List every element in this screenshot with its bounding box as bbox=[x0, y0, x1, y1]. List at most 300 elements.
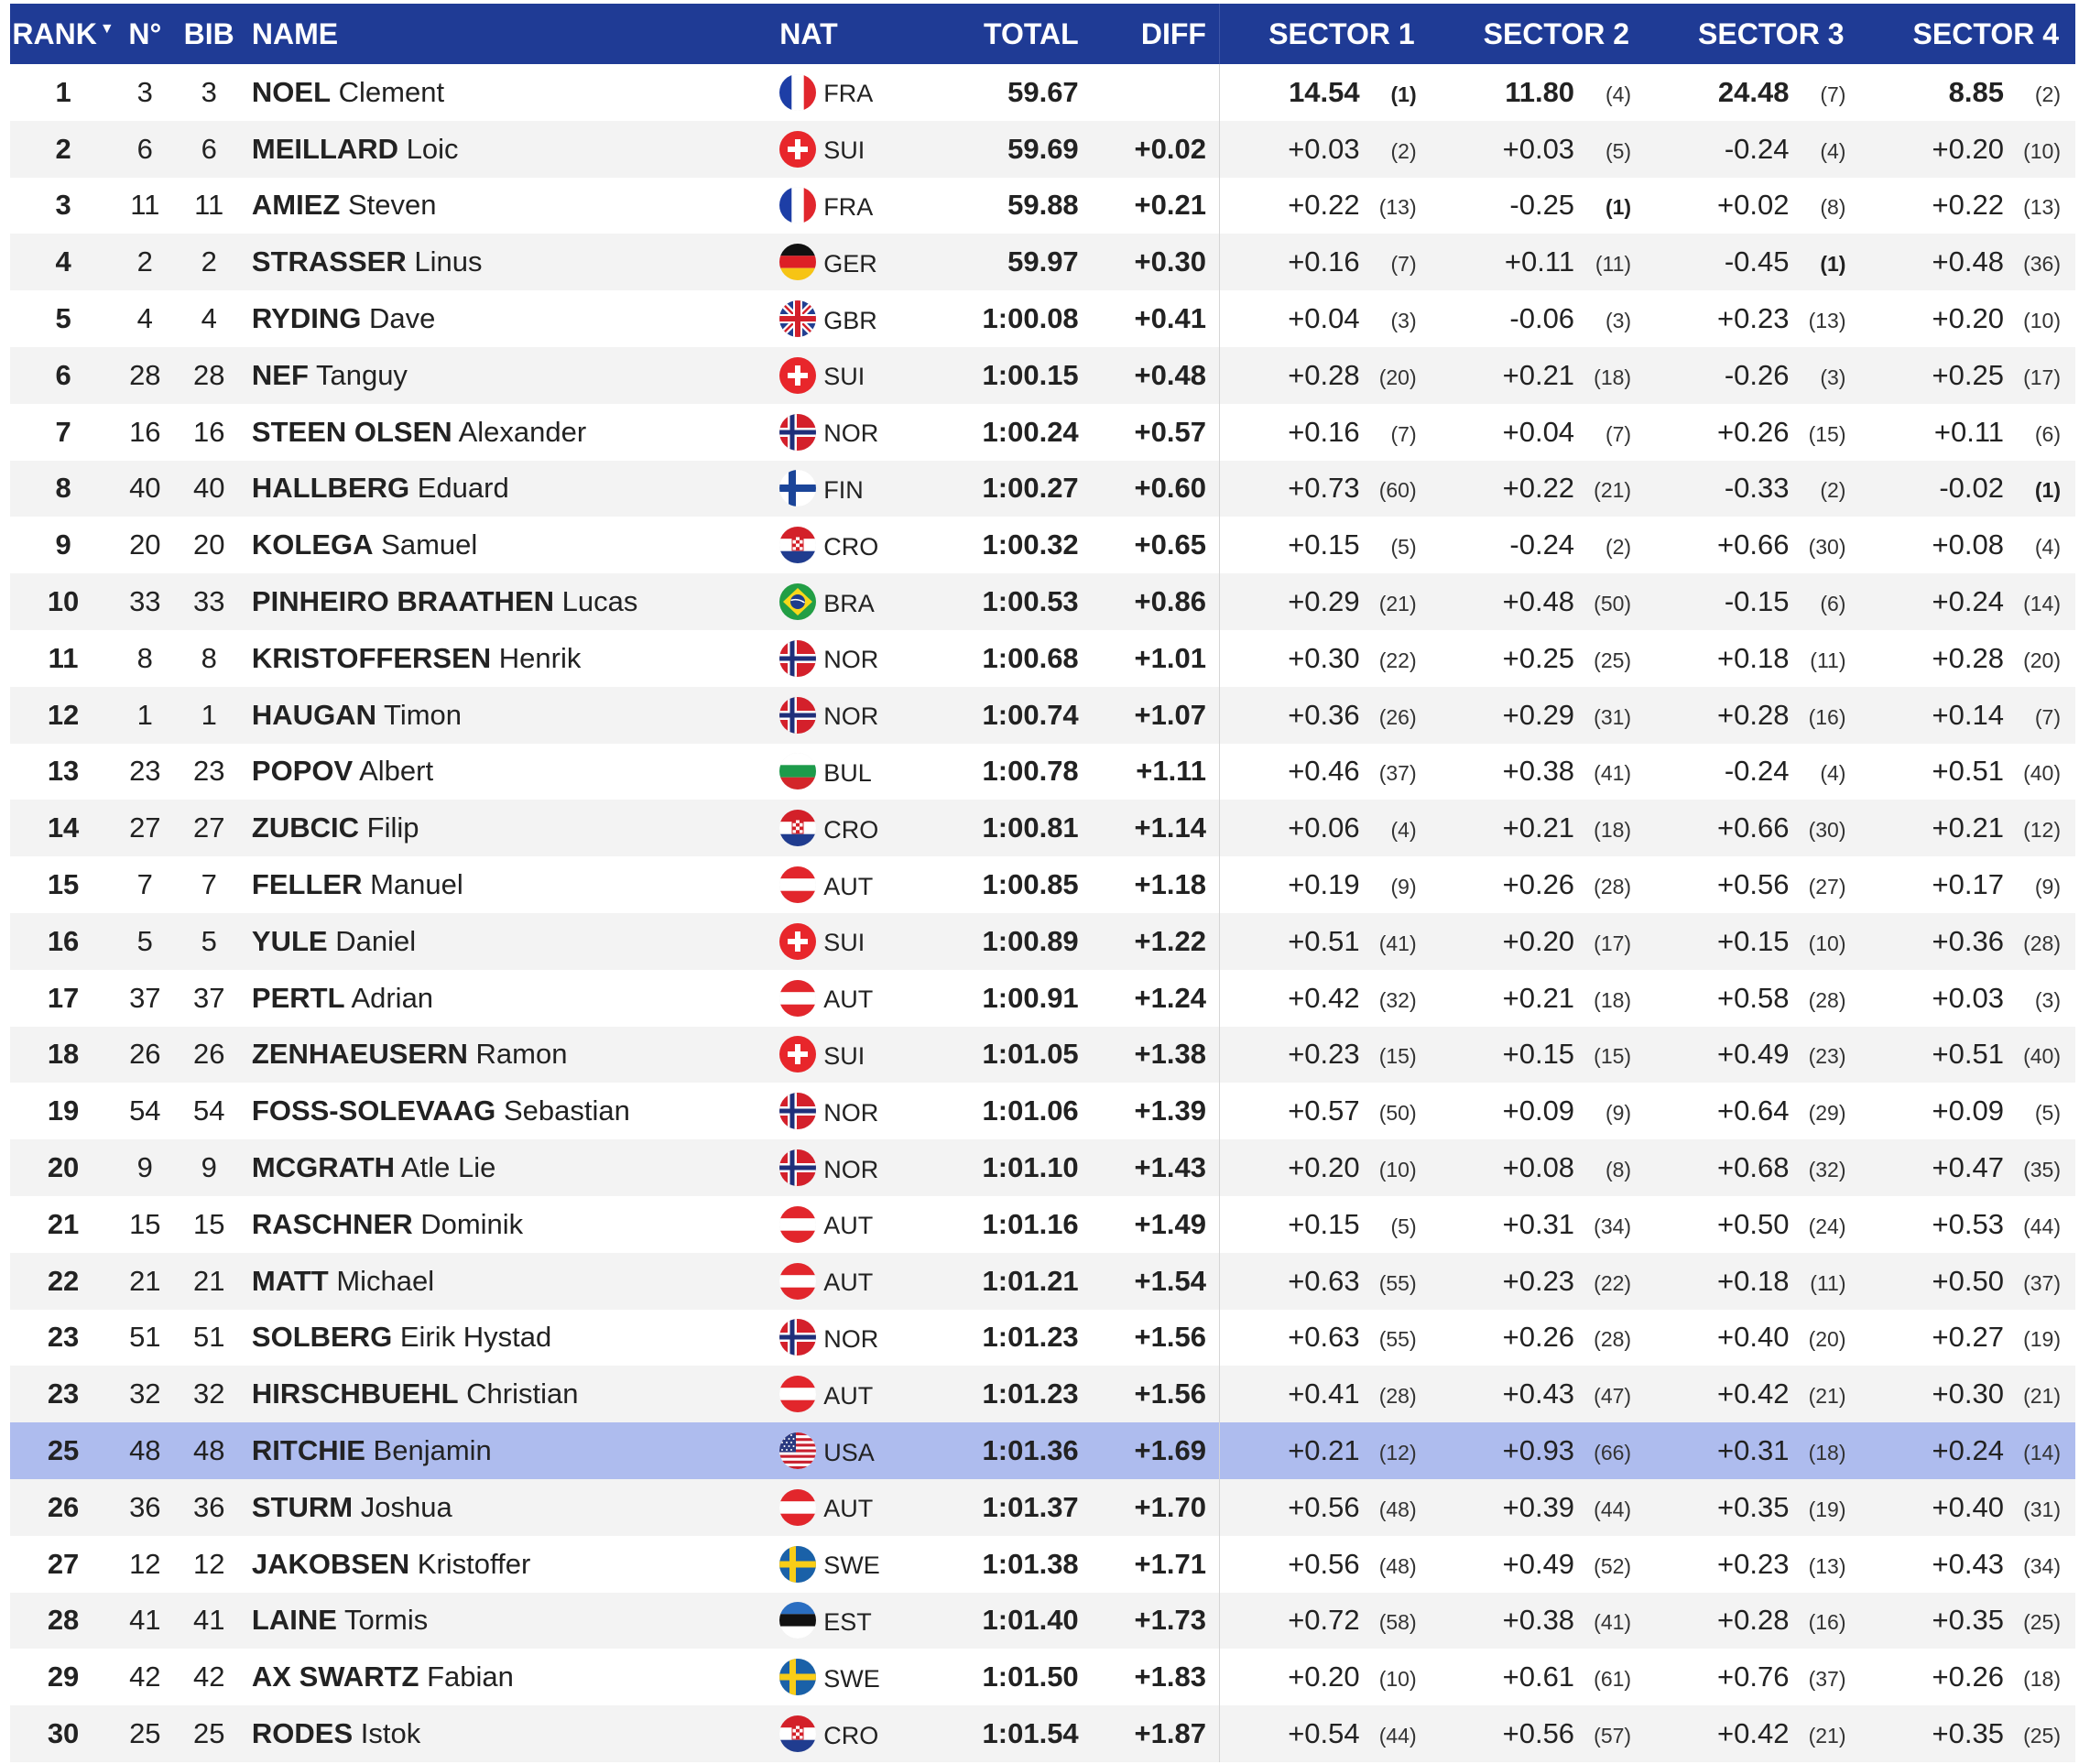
total-time-cell: 1:01.06 bbox=[982, 1094, 1079, 1127]
athlete-name-cell[interactable] bbox=[245, 800, 772, 856]
column-header-diff[interactable]: DIFF bbox=[1092, 4, 1220, 64]
nation-code: NOR bbox=[823, 1155, 879, 1183]
total-time-cell: 1:00.68 bbox=[982, 641, 1079, 674]
sector-rank: (20) bbox=[1378, 365, 1417, 389]
sector-time: +0.28 bbox=[1288, 358, 1360, 391]
number-cell: 28 bbox=[116, 347, 173, 404]
diff-cell: +1.87 bbox=[1092, 1705, 1220, 1762]
table-row[interactable] bbox=[10, 1196, 2075, 1253]
sector-cell bbox=[1431, 856, 1646, 913]
sector-cell bbox=[1431, 1139, 1646, 1196]
sector-cell bbox=[1431, 1083, 1646, 1139]
table-row[interactable] bbox=[10, 1027, 2075, 1083]
sector-rank: (50) bbox=[1594, 592, 1632, 616]
sector-rank: (5) bbox=[1390, 535, 1417, 560]
sector-time: +0.38 bbox=[1502, 1604, 1575, 1637]
athlete-name-cell[interactable] bbox=[245, 1366, 772, 1422]
sector-cell bbox=[1646, 121, 1860, 178]
table-row[interactable] bbox=[10, 461, 2075, 517]
athlete-first-name: Dave bbox=[368, 302, 436, 335]
bib-cell: 11 bbox=[194, 189, 224, 222]
rank-cell: 28 bbox=[10, 1593, 116, 1650]
diff-cell: +0.02 bbox=[1092, 121, 1220, 178]
sector-time: +0.35 bbox=[1932, 1717, 2004, 1749]
diff-cell: +0.65 bbox=[1134, 528, 1206, 561]
number-cell: 40 bbox=[116, 461, 173, 517]
sector-rank: (34) bbox=[1594, 1214, 1632, 1238]
sector-rank: (48) bbox=[1378, 1497, 1417, 1521]
sector-rank: (2) bbox=[2034, 82, 2061, 106]
number-cell: 54 bbox=[129, 1094, 161, 1127]
bib-cell: 51 bbox=[192, 1321, 225, 1354]
sector-rank: (3) bbox=[1390, 309, 1417, 333]
sector-rank: (13) bbox=[2023, 195, 2061, 220]
sector-time: +0.26 bbox=[1502, 1321, 1575, 1354]
sector-cell bbox=[1646, 1083, 1860, 1139]
table-row[interactable] bbox=[10, 1422, 2075, 1479]
nation-code: SUI bbox=[823, 363, 865, 391]
table-row[interactable] bbox=[10, 1649, 2075, 1705]
sector-cell bbox=[1860, 856, 2075, 913]
sector-cell bbox=[1431, 64, 1646, 121]
sector-rank: (13) bbox=[1808, 309, 1846, 333]
diff-cell: +1.14 bbox=[1092, 800, 1220, 856]
table-row[interactable] bbox=[10, 178, 2075, 234]
sector-cell bbox=[1431, 1705, 1646, 1762]
sector-rank: (9) bbox=[1605, 1101, 1632, 1126]
nation-cell bbox=[772, 1310, 912, 1367]
diff-cell: +1.18 bbox=[1134, 868, 1206, 901]
rank-cell: 21 bbox=[47, 1207, 80, 1240]
sector-cell bbox=[1219, 1536, 1431, 1593]
table-row[interactable] bbox=[10, 856, 2075, 913]
sector-rank: (27) bbox=[1808, 875, 1846, 899]
table-row[interactable] bbox=[10, 290, 2075, 347]
nation-code: EST bbox=[823, 1607, 872, 1636]
sector-cell bbox=[1431, 1593, 1646, 1650]
sector-time: +0.26 bbox=[1502, 868, 1575, 901]
athlete-name-cell[interactable] bbox=[245, 970, 772, 1027]
total-time-cell: 1:01.23 bbox=[912, 1366, 1092, 1422]
sector-cell bbox=[1860, 234, 2075, 290]
sector-time: +0.30 bbox=[1932, 1377, 2004, 1410]
athlete-first-name: Ramon bbox=[475, 1038, 568, 1071]
athlete-first-name: Tormis bbox=[343, 1604, 429, 1637]
sector-time: +0.53 bbox=[1932, 1207, 2004, 1240]
sector-time: +0.73 bbox=[1288, 472, 1360, 505]
sector-cell bbox=[1219, 1366, 1431, 1422]
athlete-last-name: STRASSER bbox=[251, 245, 407, 278]
sector-rank: (30) bbox=[1808, 818, 1846, 843]
athlete-name-cell[interactable] bbox=[245, 290, 772, 347]
sector-time: +0.20 bbox=[1932, 132, 2004, 165]
table-row[interactable] bbox=[10, 913, 2075, 970]
nation-code: NOR bbox=[823, 1324, 879, 1353]
sector-cell bbox=[1431, 1310, 1646, 1367]
number-cell: 26 bbox=[116, 1027, 173, 1083]
athlete-name-cell[interactable] bbox=[245, 347, 772, 404]
sector-time: +0.57 bbox=[1288, 1094, 1360, 1127]
table-row[interactable] bbox=[10, 1479, 2075, 1536]
sector-time: +0.66 bbox=[1717, 811, 1790, 844]
number-cell: 41 bbox=[116, 1593, 173, 1650]
bib-cell: 36 bbox=[173, 1479, 244, 1536]
sector-rank: (16) bbox=[1808, 704, 1846, 729]
table-row[interactable] bbox=[10, 1536, 2075, 1593]
sector-time: +0.50 bbox=[1717, 1207, 1790, 1240]
sector-cell bbox=[1646, 1196, 1860, 1253]
sector-cell bbox=[1860, 1479, 2075, 1536]
diff-cell: +1.11 bbox=[1136, 755, 1206, 788]
sector-cell bbox=[1646, 1310, 1860, 1367]
sector-cell bbox=[1860, 290, 2075, 347]
table-row[interactable] bbox=[10, 404, 2075, 461]
sector-rank: (13) bbox=[1808, 1553, 1846, 1578]
rank-cell: 15 bbox=[47, 868, 80, 901]
athlete-name-cell[interactable] bbox=[245, 687, 772, 744]
sector-time: +0.27 bbox=[1932, 1321, 2004, 1354]
sector-cell bbox=[1219, 1705, 1431, 1762]
athlete-name-cell[interactable] bbox=[245, 461, 772, 517]
sector-rank: (41) bbox=[1594, 1610, 1632, 1635]
sector-time: +0.23 bbox=[1717, 1547, 1790, 1580]
sector-cell bbox=[1646, 1366, 1860, 1422]
sector-time: +0.26 bbox=[1717, 415, 1790, 448]
sector-cell bbox=[1431, 517, 1646, 573]
sector-time: +0.31 bbox=[1502, 1207, 1575, 1240]
sector-rank: (5) bbox=[1390, 1214, 1417, 1238]
athlete-name-cell[interactable] bbox=[245, 1479, 772, 1536]
athlete-name-cell[interactable] bbox=[245, 1536, 772, 1593]
diff-cell: +0.60 bbox=[1092, 461, 1220, 517]
sector-time: -0.26 bbox=[1724, 358, 1790, 391]
number-cell: 42 bbox=[129, 1661, 161, 1693]
croatia-flag-icon bbox=[779, 527, 816, 563]
switzerland-flag-icon bbox=[779, 357, 816, 394]
athlete-name-cell[interactable] bbox=[245, 1083, 772, 1139]
athlete-first-name: Filip bbox=[366, 811, 419, 844]
sector-rank: (21) bbox=[1808, 1724, 1846, 1748]
sweden-flag-icon bbox=[779, 1659, 816, 1695]
rank-cell: 26 bbox=[10, 1479, 116, 1536]
sector-cell bbox=[1219, 744, 1431, 800]
athlete-last-name: NOEL bbox=[251, 75, 332, 108]
athlete-name-cell[interactable] bbox=[245, 234, 772, 290]
athlete-name-cell[interactable] bbox=[245, 1139, 772, 1196]
sector-time: +0.48 bbox=[1502, 585, 1575, 618]
sector-time: +0.20 bbox=[1932, 302, 2004, 335]
sector-time: +0.16 bbox=[1288, 245, 1360, 278]
sector-rank: (28) bbox=[1594, 875, 1632, 899]
rank-cell: 5 bbox=[55, 302, 71, 335]
table-row[interactable] bbox=[10, 121, 2075, 178]
bib-cell: 9 bbox=[173, 1139, 244, 1196]
bib-cell: 32 bbox=[173, 1366, 244, 1422]
athlete-name-cell[interactable] bbox=[245, 856, 772, 913]
sector-time: +0.42 bbox=[1717, 1717, 1790, 1749]
athlete-name-cell[interactable] bbox=[245, 1422, 772, 1479]
rank-cell: 6 bbox=[10, 347, 116, 404]
sector-cell bbox=[1431, 121, 1646, 178]
athlete-name-cell[interactable] bbox=[245, 178, 772, 234]
sector-cell bbox=[1646, 744, 1860, 800]
sector-rank: (24) bbox=[1808, 1214, 1846, 1238]
sector-time: +0.22 bbox=[1288, 189, 1360, 222]
sector-time: +0.03 bbox=[1288, 132, 1360, 165]
sector-rank: (2) bbox=[1820, 478, 1846, 503]
bib-cell: 1 bbox=[173, 687, 244, 744]
sector-rank: (25) bbox=[1594, 648, 1632, 672]
sector-cell bbox=[1219, 178, 1431, 234]
bib-cell: 37 bbox=[192, 981, 225, 1014]
athlete-name-cell[interactable] bbox=[245, 1027, 772, 1083]
table-row[interactable] bbox=[10, 573, 2075, 630]
athlete-first-name: Kristoffer bbox=[417, 1547, 531, 1580]
sector-cell bbox=[1860, 1139, 2075, 1196]
table-row[interactable] bbox=[10, 800, 2075, 856]
athlete-name-cell[interactable] bbox=[245, 744, 772, 800]
sector-time: +0.42 bbox=[1717, 1377, 1790, 1410]
sector-time: +0.16 bbox=[1288, 415, 1360, 448]
sector-cell bbox=[1219, 347, 1431, 404]
column-header-name[interactable]: NAME bbox=[245, 4, 772, 64]
athlete-last-name: LAINE bbox=[251, 1604, 337, 1637]
athlete-name-cell[interactable] bbox=[245, 630, 772, 687]
athlete-first-name: Benjamin bbox=[373, 1434, 492, 1467]
column-header-sector-1[interactable]: SECTOR 1 bbox=[1219, 4, 1431, 64]
sector-rank: (48) bbox=[1378, 1553, 1417, 1578]
athlete-name-cell[interactable] bbox=[245, 1310, 772, 1367]
sector-cell bbox=[1431, 1196, 1646, 1253]
sector-time: +0.24 bbox=[1932, 585, 2004, 618]
athlete-first-name: Eduard bbox=[417, 472, 509, 505]
table-row[interactable] bbox=[10, 1310, 2075, 1367]
sector-cell bbox=[1219, 800, 1431, 856]
sector-cell bbox=[1646, 64, 1860, 121]
column-header-total[interactable]: TOTAL bbox=[912, 4, 1092, 64]
norway-flag-icon bbox=[779, 697, 816, 734]
sector-cell bbox=[1860, 1536, 2075, 1593]
sector-cell bbox=[1646, 1139, 1860, 1196]
sector-cell bbox=[1646, 517, 1860, 573]
sector-rank: (25) bbox=[2023, 1610, 2061, 1635]
sector-cell bbox=[1219, 1649, 1431, 1705]
total-time-cell: 1:01.10 bbox=[912, 1139, 1092, 1196]
athlete-name-cell[interactable] bbox=[245, 1705, 772, 1762]
number-cell: 11 bbox=[130, 189, 160, 222]
sector-rank: (60) bbox=[1378, 478, 1417, 503]
table-row[interactable] bbox=[10, 64, 2075, 121]
sector-cell bbox=[1860, 1422, 2075, 1479]
nation-code: FIN bbox=[823, 475, 864, 504]
athlete-first-name: Steven bbox=[347, 189, 437, 222]
sector-rank: (34) bbox=[2023, 1553, 2061, 1578]
sector-rank: (18) bbox=[1808, 1441, 1846, 1465]
sector-rank: (21) bbox=[1594, 478, 1632, 503]
athlete-name-cell[interactable] bbox=[245, 517, 772, 573]
athlete-first-name: Daniel bbox=[335, 924, 417, 957]
diff-cell: +1.54 bbox=[1092, 1253, 1220, 1310]
sector-time: +0.31 bbox=[1717, 1434, 1790, 1467]
column-header-bib[interactable]: BIB bbox=[173, 4, 244, 64]
bib-cell: 41 bbox=[173, 1593, 244, 1650]
number-cell: 8 bbox=[136, 641, 153, 674]
sector-time: 24.48 bbox=[1717, 75, 1790, 108]
sector-rank: (40) bbox=[2023, 761, 2061, 786]
athlete-last-name: STURM bbox=[251, 1490, 354, 1523]
athlete-name-cell[interactable] bbox=[245, 1593, 772, 1650]
table-row[interactable] bbox=[10, 1593, 2075, 1650]
sector-time: +0.08 bbox=[1932, 528, 2004, 561]
sector-cell bbox=[1860, 1705, 2075, 1762]
sweden-flag-icon bbox=[779, 1546, 816, 1583]
sector-cell bbox=[1431, 1253, 1646, 1310]
sector-cell bbox=[1860, 800, 2075, 856]
athlete-name-cell[interactable] bbox=[245, 573, 772, 630]
athlete-first-name: Samuel bbox=[381, 528, 478, 561]
sector-cell bbox=[1431, 1536, 1646, 1593]
results-table-container bbox=[10, 4, 2075, 1762]
sector-time: +0.47 bbox=[1932, 1151, 2004, 1184]
sector-cell bbox=[1860, 178, 2075, 234]
number-cell: 20 bbox=[129, 528, 161, 561]
rank-cell: 2 bbox=[10, 121, 116, 178]
diff-cell: +1.73 bbox=[1092, 1593, 1220, 1650]
number-cell: 12 bbox=[129, 1547, 161, 1580]
sector-rank: (58) bbox=[1378, 1610, 1417, 1635]
table-row[interactable] bbox=[10, 347, 2075, 404]
total-time-cell: 1:00.53 bbox=[912, 573, 1092, 630]
table-row[interactable] bbox=[10, 234, 2075, 290]
sector-time: +0.54 bbox=[1288, 1717, 1360, 1749]
total-time-cell: 1:01.38 bbox=[982, 1547, 1079, 1580]
usa-flag-icon bbox=[779, 1432, 816, 1469]
total-time-cell: 1:01.23 bbox=[982, 1321, 1079, 1354]
rank-cell: 4 bbox=[10, 234, 116, 290]
athlete-last-name: STEEN OLSEN bbox=[251, 415, 452, 448]
table-row[interactable] bbox=[10, 517, 2075, 573]
column-header-sector-2[interactable]: SECTOR 2 bbox=[1431, 4, 1646, 64]
bib-cell: 33 bbox=[173, 573, 244, 630]
sector-rank: (32) bbox=[1808, 1158, 1846, 1182]
sector-cell bbox=[1219, 290, 1431, 347]
athlete-last-name: MCGRATH bbox=[251, 1151, 396, 1184]
sector-rank: (28) bbox=[1378, 1384, 1417, 1409]
table-row[interactable] bbox=[10, 1139, 2075, 1196]
sector-time: +0.15 bbox=[1502, 1038, 1575, 1071]
nation-cell bbox=[772, 234, 912, 290]
sector-time: +0.24 bbox=[1932, 1434, 2004, 1467]
athlete-name-cell[interactable] bbox=[245, 64, 772, 121]
athlete-name-cell[interactable] bbox=[245, 121, 772, 178]
sector-cell bbox=[1431, 234, 1646, 290]
athlete-name-cell[interactable] bbox=[245, 404, 772, 461]
sector-time: +0.76 bbox=[1717, 1661, 1790, 1693]
nation-code: AUT bbox=[823, 985, 874, 1014]
athlete-name-cell[interactable] bbox=[245, 1253, 772, 1310]
total-time-cell: 1:00.27 bbox=[912, 461, 1092, 517]
column-header-rank[interactable] bbox=[10, 4, 116, 64]
sector-rank: (11) bbox=[1810, 648, 1846, 672]
diff-cell: +1.83 bbox=[1134, 1661, 1206, 1693]
athlete-last-name: AMIEZ bbox=[251, 189, 341, 222]
sector-cell bbox=[1646, 800, 1860, 856]
sector-time: +0.09 bbox=[1502, 1094, 1575, 1127]
column-header-sector-4[interactable]: SECTOR 4 bbox=[1860, 4, 2075, 64]
total-time-cell: 59.67 bbox=[1007, 75, 1079, 108]
sector-rank: (8) bbox=[1820, 195, 1846, 220]
sector-rank: (1) bbox=[1390, 82, 1417, 106]
athlete-last-name: NEF bbox=[251, 358, 309, 391]
sector-rank: (12) bbox=[2023, 818, 2061, 843]
sector-cell bbox=[1860, 970, 2075, 1027]
bib-cell: 26 bbox=[173, 1027, 244, 1083]
sector-cell bbox=[1646, 1422, 1860, 1479]
total-time-cell: 1:01.21 bbox=[912, 1253, 1092, 1310]
germany-flag-icon bbox=[779, 244, 816, 280]
total-time-cell: 1:01.54 bbox=[912, 1705, 1092, 1762]
table-row[interactable] bbox=[10, 1705, 2075, 1762]
sector-time: +0.50 bbox=[1932, 1264, 2004, 1297]
column-header-nat[interactable]: NAT bbox=[772, 4, 912, 64]
athlete-last-name: KRISTOFFERSEN bbox=[251, 641, 492, 674]
table-row[interactable] bbox=[10, 1366, 2075, 1422]
sector-time: +0.39 bbox=[1502, 1490, 1575, 1523]
sector-rank: (47) bbox=[1594, 1384, 1632, 1409]
sector-rank: (7) bbox=[1820, 82, 1846, 106]
athlete-first-name: Fabian bbox=[427, 1661, 514, 1693]
athlete-name-cell[interactable] bbox=[245, 1196, 772, 1253]
sector-time: +0.19 bbox=[1288, 868, 1360, 901]
nation-cell bbox=[772, 121, 912, 178]
sector-rank: (37) bbox=[2023, 1270, 2061, 1295]
table-row[interactable] bbox=[10, 1253, 2075, 1310]
bib-cell: 54 bbox=[192, 1094, 225, 1127]
column-header-no[interactable]: N° bbox=[116, 4, 173, 64]
table-row[interactable] bbox=[10, 1083, 2075, 1139]
athlete-first-name: Alexander bbox=[458, 415, 587, 448]
sector-cell bbox=[1860, 1593, 2075, 1650]
athlete-name-cell[interactable] bbox=[245, 1649, 772, 1705]
results-body bbox=[10, 64, 2075, 1762]
sector-time: +0.29 bbox=[1288, 585, 1360, 618]
table-row[interactable] bbox=[10, 630, 2075, 687]
bib-cell: 12 bbox=[192, 1547, 225, 1580]
table-row[interactable] bbox=[10, 970, 2075, 1027]
sector-rank: (28) bbox=[1808, 987, 1846, 1012]
sector-cell bbox=[1431, 970, 1646, 1027]
sector-rank: (7) bbox=[1390, 252, 1417, 277]
column-header-sector-3[interactable]: SECTOR 3 bbox=[1646, 4, 1860, 64]
rank-cell: 14 bbox=[10, 800, 116, 856]
sector-rank: (2) bbox=[1605, 535, 1632, 560]
sector-time: +0.15 bbox=[1288, 528, 1360, 561]
athlete-first-name: Timon bbox=[384, 698, 463, 731]
table-row[interactable] bbox=[10, 744, 2075, 800]
diff-cell: +1.24 bbox=[1134, 981, 1206, 1014]
athlete-last-name: SOLBERG bbox=[251, 1321, 393, 1354]
sector-rank: (41) bbox=[1378, 931, 1417, 955]
bib-cell: 8 bbox=[201, 641, 217, 674]
finland-flag-icon bbox=[779, 470, 816, 506]
sector-cell bbox=[1219, 1027, 1431, 1083]
sector-rank: (13) bbox=[1378, 195, 1417, 220]
total-time-cell: 1:01.36 bbox=[912, 1422, 1092, 1479]
sector-rank: (55) bbox=[1378, 1270, 1417, 1295]
table-row[interactable] bbox=[10, 687, 2075, 744]
bib-cell: 4 bbox=[201, 302, 217, 335]
athlete-name-cell[interactable] bbox=[245, 913, 772, 970]
